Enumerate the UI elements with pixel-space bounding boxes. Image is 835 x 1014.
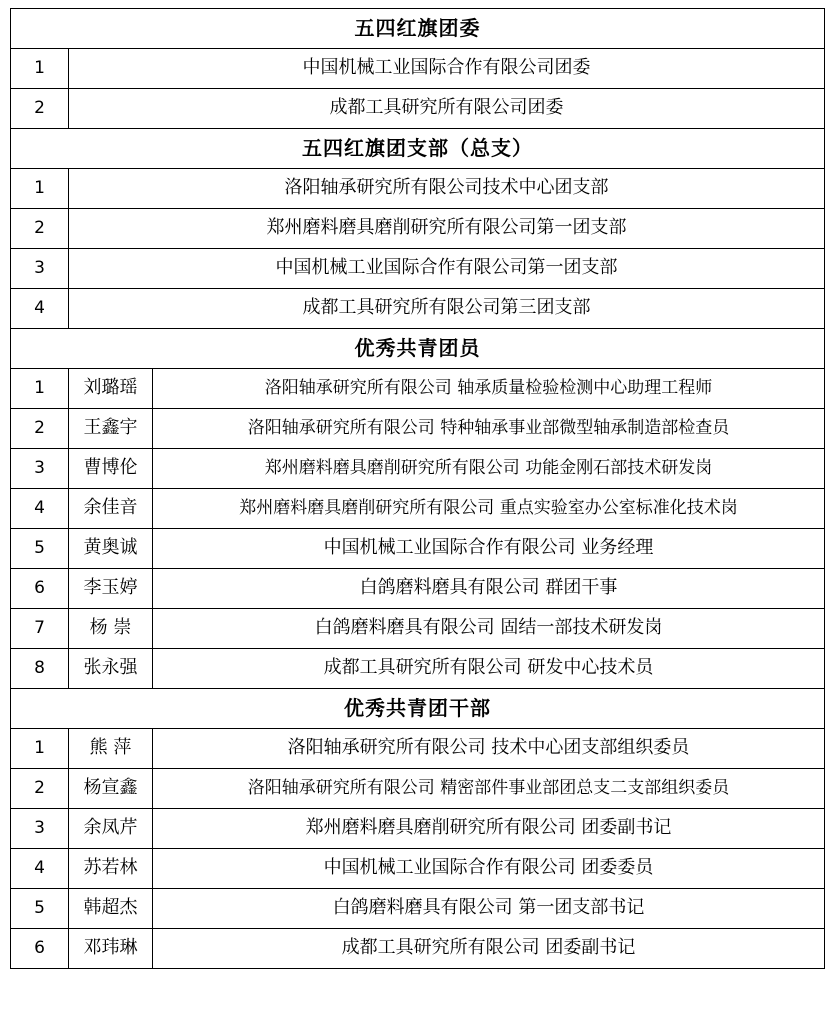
entry-description: 郑州磨料磨具磨削研究所有限公司第一团支部 xyxy=(69,209,825,249)
row-index: 3 xyxy=(11,449,69,489)
row-index: 2 xyxy=(11,89,69,129)
table-row xyxy=(11,249,825,289)
row-index: 5 xyxy=(11,529,69,569)
table-row xyxy=(11,289,825,329)
entry-description: 成都工具研究所有限公司团委 xyxy=(69,89,825,129)
entry-description: 中国机械工业国际合作有限公司 业务经理 xyxy=(153,529,825,569)
row-index: 3 xyxy=(11,249,69,289)
person-name: 刘璐瑶 xyxy=(69,369,153,409)
table-row xyxy=(11,889,825,929)
award-table xyxy=(10,8,825,969)
section-title: 五四红旗团委 xyxy=(11,9,825,49)
entry-description: 白鸽磨料磨具有限公司 群团干事 xyxy=(153,569,825,609)
award-table-body xyxy=(11,9,825,969)
entry-description: 中国机械工业国际合作有限公司团委 xyxy=(69,49,825,89)
entry-description: 郑州磨料磨具磨削研究所有限公司 团委副书记 xyxy=(153,809,825,849)
row-index: 5 xyxy=(11,889,69,929)
person-name: 邓玮琳 xyxy=(69,929,153,969)
entry-description: 成都工具研究所有限公司 研发中心技术员 xyxy=(153,649,825,689)
table-row xyxy=(11,489,825,529)
person-name: 韩超杰 xyxy=(69,889,153,929)
row-index: 1 xyxy=(11,369,69,409)
entry-description: 郑州磨料磨具磨削研究所有限公司 功能金刚石部技术研发岗 xyxy=(153,449,825,489)
table-row xyxy=(11,449,825,489)
entry-description: 郑州磨料磨具磨削研究所有限公司 重点实验室办公室标准化技术岗 xyxy=(153,489,825,529)
table-row xyxy=(11,769,825,809)
table-row xyxy=(11,169,825,209)
section-header-row xyxy=(11,329,825,369)
section-header-row xyxy=(11,129,825,169)
entry-description: 洛阳轴承研究所有限公司 技术中心团支部组织委员 xyxy=(153,729,825,769)
entry-description: 洛阳轴承研究所有限公司 精密部件事业部团总支二支部组织委员 xyxy=(153,769,825,809)
entry-description: 洛阳轴承研究所有限公司技术中心团支部 xyxy=(69,169,825,209)
row-index: 2 xyxy=(11,209,69,249)
row-index: 2 xyxy=(11,409,69,449)
section-header-row xyxy=(11,689,825,729)
person-name: 余凤芹 xyxy=(69,809,153,849)
person-name: 王鑫宇 xyxy=(69,409,153,449)
section-title: 五四红旗团支部（总支） xyxy=(11,129,825,169)
table-row xyxy=(11,649,825,689)
entry-description: 成都工具研究所有限公司 团委副书记 xyxy=(153,929,825,969)
person-name: 张永强 xyxy=(69,649,153,689)
row-index: 6 xyxy=(11,929,69,969)
table-row xyxy=(11,929,825,969)
person-name: 熊 萍 xyxy=(69,729,153,769)
entry-description: 白鸽磨料磨具有限公司 固结一部技术研发岗 xyxy=(153,609,825,649)
table-row xyxy=(11,209,825,249)
person-name: 黄奥诚 xyxy=(69,529,153,569)
entry-description: 中国机械工业国际合作有限公司第一团支部 xyxy=(69,249,825,289)
table-row xyxy=(11,809,825,849)
row-index: 6 xyxy=(11,569,69,609)
table-row xyxy=(11,729,825,769)
table-row xyxy=(11,569,825,609)
table-row xyxy=(11,49,825,89)
section-header-row xyxy=(11,9,825,49)
table-row xyxy=(11,89,825,129)
row-index: 8 xyxy=(11,649,69,689)
row-index: 7 xyxy=(11,609,69,649)
row-index: 1 xyxy=(11,729,69,769)
entry-description: 洛阳轴承研究所有限公司 轴承质量检验检测中心助理工程师 xyxy=(153,369,825,409)
table-row xyxy=(11,849,825,889)
row-index: 4 xyxy=(11,289,69,329)
row-index: 1 xyxy=(11,169,69,209)
person-name: 杨 崇 xyxy=(69,609,153,649)
entry-description: 洛阳轴承研究所有限公司 特种轴承事业部微型轴承制造部检查员 xyxy=(153,409,825,449)
person-name: 苏若林 xyxy=(69,849,153,889)
table-row xyxy=(11,609,825,649)
table-row xyxy=(11,409,825,449)
row-index: 2 xyxy=(11,769,69,809)
table-row xyxy=(11,369,825,409)
person-name: 曹博伦 xyxy=(69,449,153,489)
person-name: 杨宣鑫 xyxy=(69,769,153,809)
row-index: 1 xyxy=(11,49,69,89)
person-name: 李玉婷 xyxy=(69,569,153,609)
entry-description: 白鸽磨料磨具有限公司 第一团支部书记 xyxy=(153,889,825,929)
row-index: 4 xyxy=(11,849,69,889)
person-name: 余佳音 xyxy=(69,489,153,529)
row-index: 3 xyxy=(11,809,69,849)
entry-description: 中国机械工业国际合作有限公司 团委委员 xyxy=(153,849,825,889)
section-title: 优秀共青团干部 xyxy=(11,689,825,729)
table-row xyxy=(11,529,825,569)
section-title: 优秀共青团员 xyxy=(11,329,825,369)
entry-description: 成都工具研究所有限公司第三团支部 xyxy=(69,289,825,329)
row-index: 4 xyxy=(11,489,69,529)
